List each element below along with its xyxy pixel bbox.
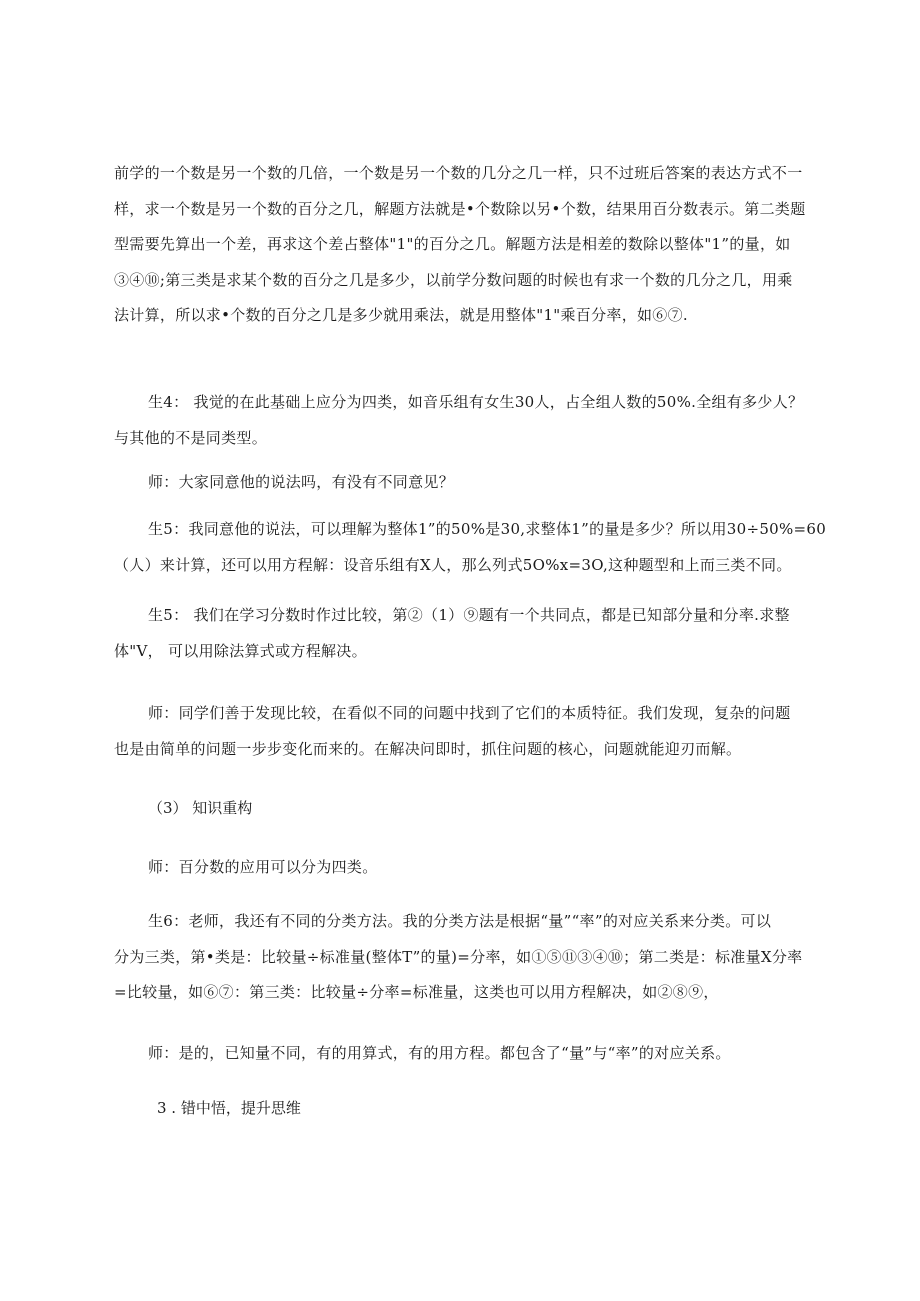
paragraph-teacher-summary (114, 696, 814, 767)
paragraph-student6 (114, 904, 814, 1011)
paragraph-teacher-four-types (114, 850, 814, 886)
text-line: 分为三类，第•类是：比较量÷标准量(整体T”的量)=分率，如①⑤⑪③④⑩；第二类是：标准量X分率 (114, 947, 803, 966)
text-line: ③④⑩;第三类是求某个数的百分之几是多少，以前学分数问题的时候也有求一个数的几分之几，用乘 (114, 270, 793, 289)
text-line: 前学的一个数是另一个数的几倍，一个数是另一个数的几分之几一样，只不过班后答案的表达方式不一 (114, 164, 803, 182)
text-line: 生5： 我们在学习分数时作过比较，第②（1）⑨题有一个共同点，都是已知部分量和分率.求整 (148, 606, 790, 624)
text-line: 生6：老师，我还有不同的分类方法。我的分类方法是根据“量”“率”的对应关系来分类。可以 (148, 912, 772, 930)
text-line: 样，求一个数是另一个数的百分之几，解题方法就是•个数除以另•个数，结果用百分数表示。第二类题 (114, 199, 806, 218)
text-line: 生4： 我觉的在此基础上应分为四类，如音乐组有女生30人，占全组人数的50%.全组有多少人？ (148, 393, 804, 411)
paragraph-teacher-conclusion (114, 1036, 814, 1072)
text-line: =比较量，如⑥⑦：第三类：比较量÷分率=标准量，这类也可以用方程解决，如②⑧⑨， (114, 983, 719, 1001)
text-line: 师：同学们善于发现比较，在看似不同的问题中找到了它们的本质特征。我们发现，复杂的问题 (148, 704, 791, 722)
paragraph-student5-equation (114, 512, 827, 583)
text-line: 生5：我同意他的说法，可以理解为整体1”的50%是30,求整体1”的量是多少？所以用30÷50%=60 (148, 520, 827, 538)
subheading-knowledge-rebuild: （3） 知识重构 (148, 799, 253, 817)
text-line: 法计算，所以求•个数的百分之几是多少就用乘法，就是用整体"1"乘百分率，如⑥⑦. (114, 306, 688, 324)
text-line: 也是由简单的问题一步步变化而来的。在解决问即时，抓住问题的核心，问题就能迎刃而解。 (114, 739, 742, 758)
text-line: 与其他的不是同类型。 (114, 428, 268, 447)
text-line: （人）来计算，还可以用方程解：设音乐组有X人，那么列式5O%x=3O,这种题型和上而三类不同。 (114, 555, 792, 574)
text-line: 体"V， 可以用除法算式或方程解决。 (114, 641, 367, 660)
paragraph-student4 (114, 385, 814, 456)
text-line: 型需要先算出一个差，再求这个差占整体"1"的百分之几。解题方法是相差的数除以整体"1”的量，如 (114, 235, 791, 253)
text-line: 师：百分数的应用可以分为四类。 (148, 858, 378, 876)
text-line: 师：是的，已知量不同，有的用算式，有的用方程。都包含了“量”与“率”的对应关系。 (148, 1044, 731, 1062)
paragraph-student5-compare (114, 598, 814, 669)
text-line: 师：大家同意他的说法吗，有没有不同意见？ (148, 473, 455, 491)
paragraph-teacher-question (114, 465, 814, 501)
section-heading-3: 3 . 错中悟，提升思维 (157, 1099, 301, 1117)
paragraph-classification-explanation (114, 156, 814, 334)
